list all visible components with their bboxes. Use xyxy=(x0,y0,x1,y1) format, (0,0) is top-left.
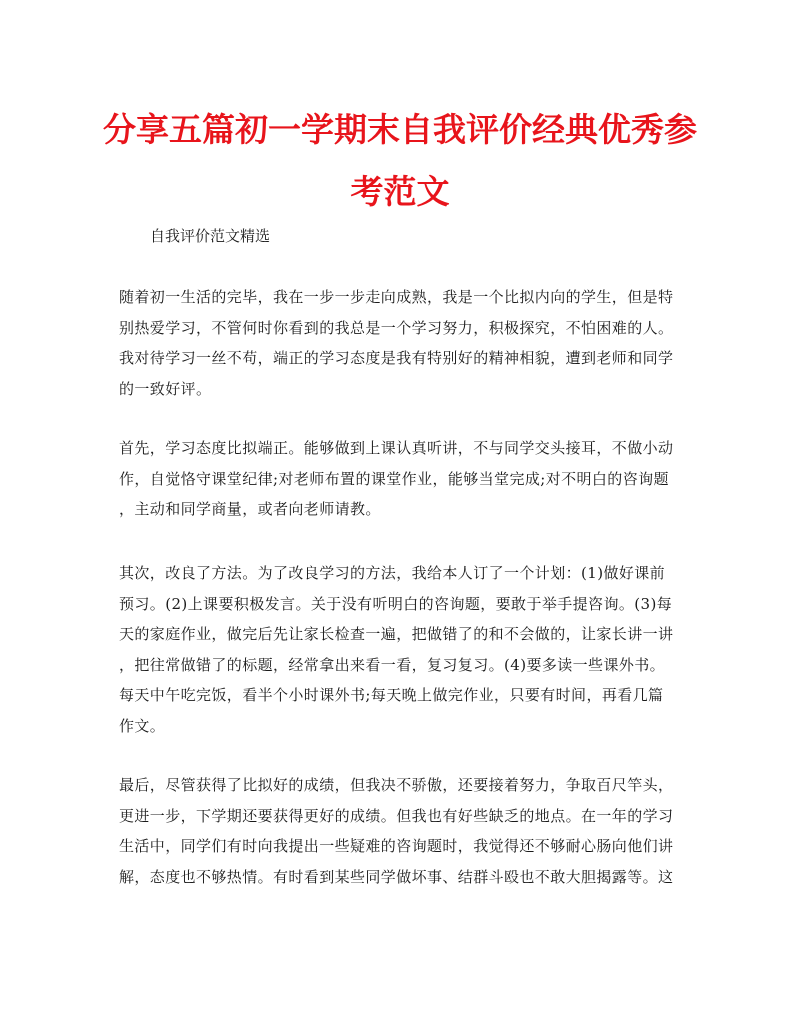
paragraph-line: 作，自觉恪守课堂纪律;对老师布置的课堂作业，能够当堂完成;对不明白的咨询题 xyxy=(119,469,669,488)
paragraph-line: ，主动和同学商量，或者向老师请教。 xyxy=(119,500,381,518)
paragraph-2 xyxy=(119,433,685,525)
paragraph-line: 的一致好评。 xyxy=(119,379,212,398)
document-title-line-1: 分享五篇初一学期末自我评价经典优秀参 xyxy=(103,110,697,149)
paragraph-line: 解，态度也不够热情。有时看到某些同学做坏事、结群斗殴也不敢大胆揭露等。这 xyxy=(119,867,674,886)
paragraph-line: 首先，学习态度比拟端正。能够做到上课认真听讲，不与同学交头接耳，不做小动 xyxy=(119,439,674,457)
paragraph-line: 天的家庭作业，做完后先让家长检查一遍，把做错了的和不会做的，让家长讲一讲 xyxy=(119,625,674,643)
document-title-line-2: 考范文 xyxy=(350,172,450,211)
paragraph-3 xyxy=(119,558,685,741)
paragraph-4 xyxy=(119,770,685,892)
document-subtitle: 自我评价范文精选 xyxy=(150,227,271,245)
paragraph-line: 预习。(2)上课要积极发言。关于没有听明白的咨询题，要敢于举手提咨询。(3)每 xyxy=(119,594,673,613)
paragraph-line: 最后，尽管获得了比拟好的成绩，但我决不骄傲，还要接着努力，争取百尺竿头， xyxy=(119,776,674,794)
paragraph-line: 生活中，同学们有时向我提出一些疑难的咨询题时，我觉得还不够耐心肠向他们讲 xyxy=(119,837,674,855)
paragraph-line: ，把往常做错了的标题，经常拿出来看一看，复习复习。(4)要多读一些课外书。 xyxy=(119,655,666,674)
paragraph-line: 我对待学习一丝不苟，端正的学习态度是我有特别好的精神相貌，遭到老师和同学 xyxy=(119,349,674,367)
paragraph-line: 作文。 xyxy=(119,716,166,735)
paragraph-line: 更进一步，下学期还要获得更好的成绩。但我也有好些缺乏的地点。在一年的学习 xyxy=(119,806,674,825)
paragraph-line: 每天中午吃完饭，看半个小时课外书;每天晚上做完作业，只要有时间，再看几篇 xyxy=(119,686,664,704)
paragraph-line: 其次，改良了方法。为了改良学习的方法，我给本人订了一个计划：(1)做好课前 xyxy=(119,564,666,582)
paragraph-line: 别热爱学习，不管何时你看到的我总是一个学习努力，积极探究，不怕困难的人。 xyxy=(119,318,674,337)
paragraph-line: 随着初一生活的完毕，我在一步一步走向成熟，我是一个比拟内向的学生，但是特 xyxy=(119,288,674,306)
paragraph-1 xyxy=(119,282,685,404)
